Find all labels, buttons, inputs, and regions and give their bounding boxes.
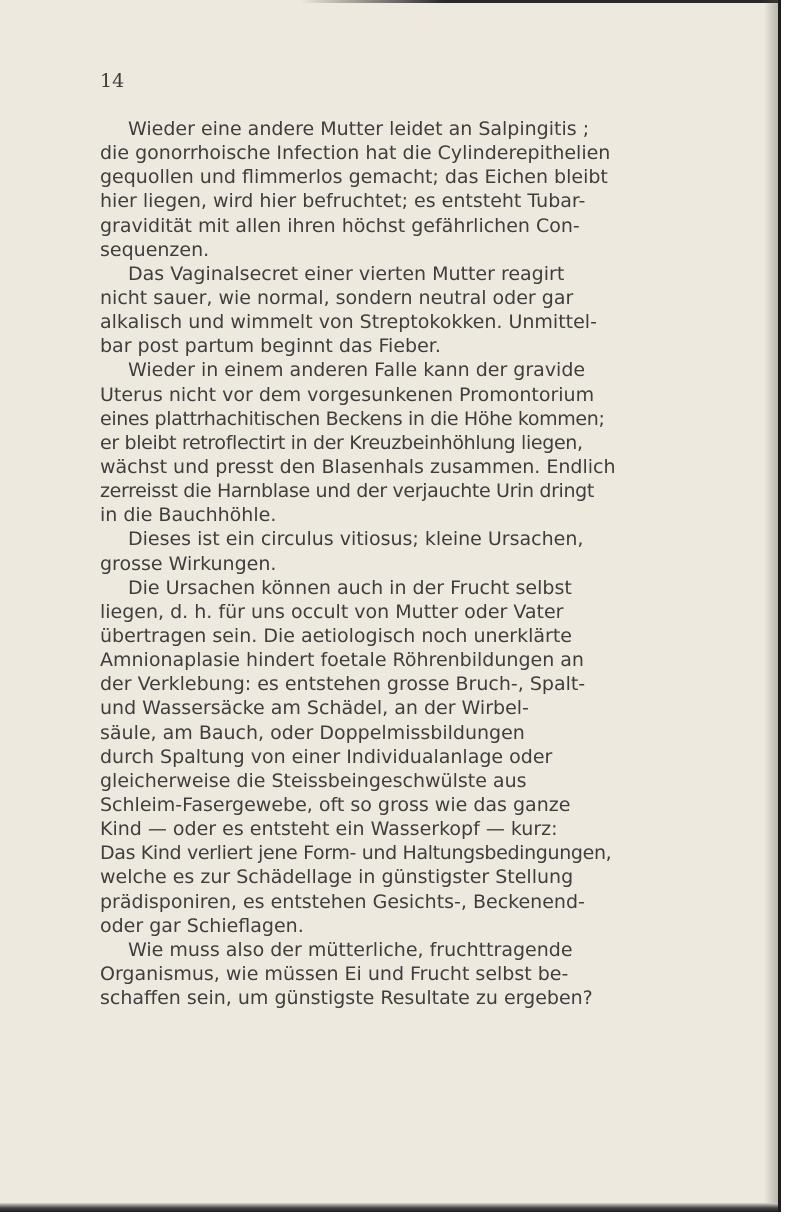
text-line: hier liegen, wird hier befruchtet; es entsteht Tubar-: [100, 190, 586, 213]
text-line: Die Ursachen können auch in der Frucht selbst: [128, 576, 572, 599]
text-line: Wieder eine andere Mutter leidet an Salpingitis ;: [128, 118, 590, 140]
text-line: gequollen und flimmerlos gemacht; das Eichen bleibt: [100, 166, 608, 189]
text-line: Amnionaplasie hindert foetale Röhrenbildungen an: [100, 649, 584, 672]
text-line: Schleim-Fasergewebe, oft so gross wie das ganze: [100, 793, 571, 816]
page-bottom-edge: [0, 1203, 778, 1212]
text-line: Das Kind verliert jene Form- und Haltungsbedingungen,: [100, 842, 612, 865]
text-line: durch Spaltung von einer Individualanlage oder: [100, 745, 553, 768]
text-line: übertragen sein. Die aetiologisch noch unerklärte: [100, 624, 572, 647]
text-line: nicht sauer, wie normal, sondern neutral oder gar: [100, 286, 574, 309]
text-line: welche es zur Schädellage in günstigster Stellung: [100, 866, 574, 889]
text-line: prädisponiren, es entstehen Gesichts-, Beckenend-: [100, 890, 585, 913]
text-line: grosse Wirkungen.: [100, 552, 277, 575]
text-line: Uterus nicht vor dem vorgesunkenen Promontorium: [100, 383, 595, 406]
text-line: sequenzen.: [100, 238, 210, 261]
text-line: und Wassersäcke am Schädel, an der Wirbel-: [100, 697, 529, 720]
page-top-edge: [300, 0, 778, 3]
text-line: bar post partum beginnt das Fieber.: [100, 335, 441, 358]
page-binding-shadow: [764, 0, 778, 1212]
text-line: gleicherweise die Steissbeingeschwülste aus: [100, 769, 527, 792]
text-line: Organismus, wie müssen Ei und Frucht selbst be-: [100, 962, 569, 985]
text-line: die gonorrhoische Infection hat die Cylinderepithelien: [100, 142, 611, 165]
text-line: Wieder in einem anderen Falle kann der gravide: [128, 359, 586, 382]
body-text: [100, 117, 714, 1010]
text-line: liegen, d. h. für uns occult von Mutter oder Vater: [100, 600, 564, 623]
text-line: Das Vaginalsecret einer vierten Mutter reagirt: [128, 262, 565, 285]
text-line: wächst und presst den Blasenhals zusammen. Endlich: [100, 455, 616, 478]
page-number: 14: [100, 70, 125, 92]
text-line: Kind — oder es entsteht ein Wasserkopf — kurz:: [100, 818, 558, 841]
text-line: schaffen sein, um günstigste Resultate zu ergeben?: [100, 987, 593, 1010]
text-line: säule, am Bauch, oder Doppelmissbildungen: [100, 721, 525, 744]
text-line: eines plattrhachitischen Beckens in die Höhe kommen;: [100, 407, 605, 430]
text-line: alkalisch und wimmelt von Streptokokken. Unmittel-: [100, 311, 597, 334]
text-line: Wie muss also der mütterliche, fruchttragende: [128, 938, 573, 961]
text-line: Dieses ist ein circulus vitiosus; kleine Ursachen,: [128, 528, 584, 551]
text-line: oder gar Schieflagen.: [100, 914, 304, 937]
text-line: in die Bauchhöhle.: [100, 504, 277, 527]
text-line: er bleibt retroflectirt in der Kreuzbeinhöhlung liegen,: [100, 431, 583, 454]
text-line: der Verklebung: es entstehen grosse Bruch-, Spalt-: [100, 673, 586, 696]
text-line: gravidität mit allen ihren höchst gefährlichen Con-: [100, 214, 580, 237]
text-line: zerreisst die Harnblase und der verjauchte Urin dringt: [100, 480, 594, 503]
